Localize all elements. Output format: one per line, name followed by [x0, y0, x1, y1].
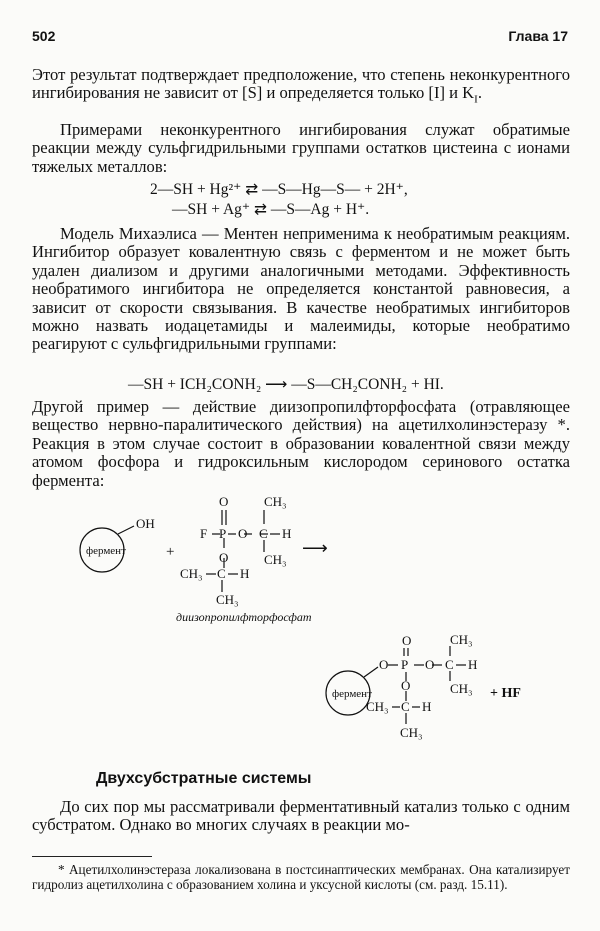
footnote-text: * Ацетилхолинэстераза локализована в постсинаптических мембранах. Она катализирует гидролиз ацетилхолина с образованием холина и уксусной кислоты (см. разд. 15.11). [32, 862, 570, 892]
atom-c-1: C [259, 526, 268, 541]
chapter-title: Глава 17 [508, 28, 568, 44]
p-atom-o-lower: O [401, 678, 411, 693]
p-atom-c-1: C [445, 657, 454, 672]
p-atom-o-double: O [402, 633, 412, 648]
paragraph-1-text: Этот результат подтверждает предположение, что степень неконкурентного ингибирования не зависит от [S] и определяется только [I] и K [32, 65, 570, 103]
paragraph-3: Модель Михаэлиса — Ментен неприменима к необратимым реакциям. Ингибитор образует ковалентную связь с ферментом и не может быть удален диализом и другими аналогичными методами. Эффективность необратимого ингибитора не определяется константой равновесия, а зависит от скорости связывания. В качестве необратимых ингибиторов можно назвать иодацетамиды и малеимиды, которые необратимо реагируют с сульфгидрильными группами: [32, 224, 570, 354]
methyl-1: CH₃ [264, 494, 287, 509]
enzyme-label: фермент [86, 545, 126, 557]
paragraph-1 [32, 66, 570, 109]
p-methyl-3: CH₃ [366, 699, 389, 714]
paragraph-5: До сих пор мы рассматривали ферментативный катализ только с одним субстратом. Однако во многих случаях в реакции мо- [32, 797, 570, 835]
dfp-caption: диизопропилфторфосфат [176, 610, 312, 624]
methyl-2: CH₃ [264, 552, 287, 567]
paragraph-4: Другой пример — действие диизопропилфторфосфата (отравляющее вещество нервно-паралитического действия) на ацетилхолинэстеразу *. Реакция в этом случае состоит в образовании ковалентной связи между атомом фосфора и гидроксильным кислородом серинового остатка фермента: [32, 397, 570, 490]
paragraph-2: Примерами неконкурентного ингибирования служат обратимые реакции между сульфгидрильными группами остатков цистеина с ионами тяжелых металлов: [32, 120, 570, 176]
hydroxyl-group: OH [136, 516, 155, 531]
p-atom-o-ser: O [379, 657, 389, 672]
p-atom-o-ester: O [425, 657, 435, 672]
equation-mercury: 2—SH + Hg²⁺ ⇄ —S—Hg—S— + 2H⁺, [150, 181, 408, 198]
atom-o-double: O [219, 494, 229, 509]
ki-subscript: I [474, 93, 478, 106]
p-methyl-1: CH₃ [450, 632, 473, 647]
p-atom-h-1: H [468, 657, 478, 672]
footnote [32, 862, 570, 892]
atom-f: F [200, 526, 208, 541]
methyl-4: CH₃ [216, 592, 239, 607]
plus-hf: + HF [490, 686, 521, 701]
atom-o-ester: O [238, 526, 248, 541]
p-atom-p: P [401, 657, 409, 672]
page-number: 502 [32, 28, 56, 44]
paragraph-1-end: . [477, 83, 482, 103]
p-methyl-4: CH₃ [400, 725, 423, 740]
section-heading: Двухсубстратные системы [96, 770, 312, 787]
dfp-reaction-diagram [0, 488, 600, 760]
atom-o-lower: O [219, 550, 229, 565]
plus-sign: + [166, 544, 175, 560]
footnote-divider [32, 856, 152, 857]
atom-h-1: H [282, 526, 292, 541]
reaction-arrow: ⟶ [302, 538, 328, 558]
p-atom-c-2: C [401, 699, 410, 714]
methyl-3: CH₃ [180, 566, 203, 581]
equation-iodoacetamide: —SH + ICH₂CONH₂ ⟶ —S—CH₂CONH₂ + HI. [128, 376, 444, 393]
p-atom-h-2: H [422, 699, 432, 714]
equation-silver: —SH + Ag⁺ ⇄ —S—Ag + H⁺. [172, 201, 370, 218]
atom-h-2: H [240, 566, 250, 581]
atom-c-2: C [217, 566, 226, 581]
enzyme-label-product: фермент [332, 688, 372, 700]
p-methyl-2: CH₃ [450, 681, 473, 696]
atom-p: P [219, 526, 227, 541]
